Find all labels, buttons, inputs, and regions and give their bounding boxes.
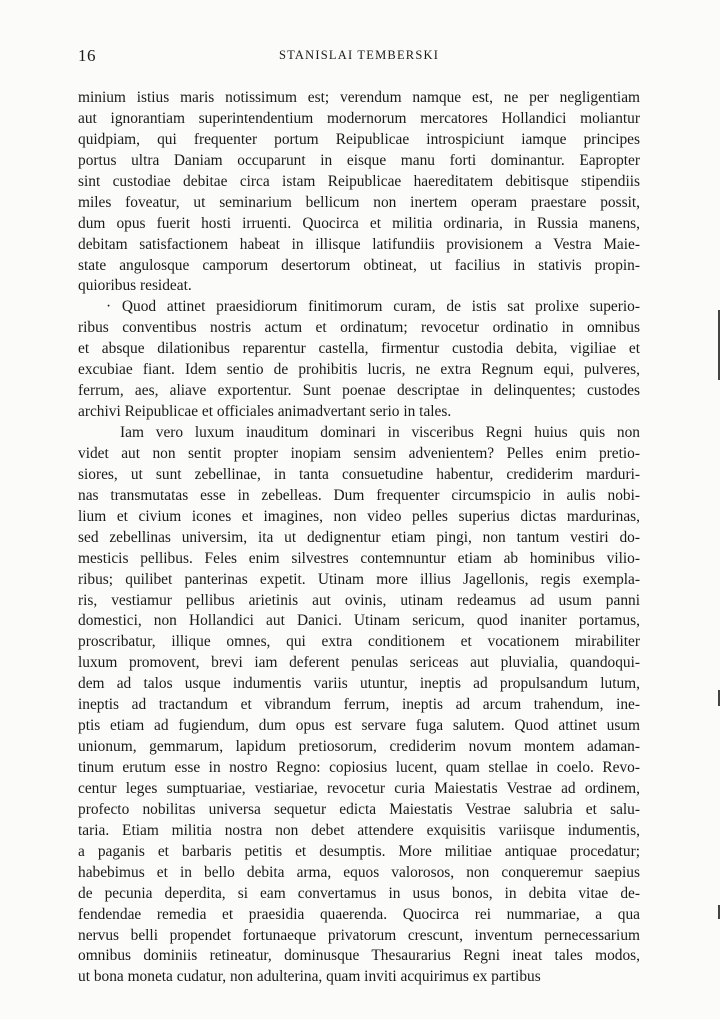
text-line: excubiae fiant. Idem sentio de prohibitis lucris, ne extra Regnum equi, pulveres, — [78, 361, 640, 379]
text-line: ptis etiam ad fugiendum, dum opus est servare fuga salutem. Quod attinet usum — [78, 717, 640, 735]
text-line: archivi Reipublicae et officiales animadvertant serio in tales. — [78, 403, 452, 421]
text-line: miles foveatur, ut seminarium bellicum non inertem operam praestare possit, — [78, 193, 640, 211]
text-line: videt aut non sentit propter inopiam sensim advenientem? Pelles enim pretio- — [78, 444, 640, 462]
text-line: ineptis ad tractandum et vibrandum ferrum, ineptis ad arcum trahendum, ine- — [78, 696, 640, 714]
text-line: omnibus dominiis retineatur, dominusque Thesaurarius Regni ineat tales modos, — [78, 947, 640, 965]
text-line: · Quod attinet praesidiorum finitimorum curam, de istis sat prolixe superio- — [106, 298, 640, 316]
text-line: tinum erutum esse in nostro Regno: copiosius lucent, quam stellae in coelo. Revo- — [78, 759, 640, 776]
paragraph — [78, 88, 640, 297]
text-line: taria. Etiam militia nostra non debet attendere exquisitis variisque indumentis, — [78, 821, 640, 839]
text-line: ferrum, aes, aliave exportentur. Sunt poenae descriptae in delinquentes; custodes — [78, 382, 640, 400]
text-line: de pecunia deperdita, si eam convertamus in usus bonos, in debita vitae de- — [78, 884, 640, 902]
text-line: quioribus resideat. — [78, 277, 192, 295]
running-header — [78, 46, 640, 68]
text-line: ribus conventibus nostris actum et ordinatum; revocetur ordinatio in omnibus — [78, 319, 640, 337]
paragraph — [78, 297, 640, 423]
text-line: ribus; quilibet panterinas expetit. Utinam more illius Jagellonis, regis exempla- — [78, 570, 640, 588]
text-line: domestici, non Hollandici aut Danici. Utinam sericum, quod inaniter portamus, — [78, 612, 640, 630]
text-line: unionum, gemmarum, lapidum pretiosorum, crediderim novum montem adaman- — [78, 738, 640, 756]
text-line: Iam vero luxum inauditum dominari in visceribus Regni huius quis non — [120, 424, 640, 441]
text-line: minium istius maris notissimum est; verendum namque est, ne per negligentiam — [78, 89, 640, 106]
running-title: STANISLAI TEMBERSKI — [278, 48, 440, 62]
text-line: lium et civium icones et imagines, non video pelles superius dictas mardurinas, — [78, 507, 640, 525]
text-line: aut ignorantiam superintendentium modernorum mercatores Hollandici moliantur — [78, 109, 640, 127]
text-line: state angulosque camporum desertorum obtineat, ut facilius in stativis propin- — [78, 256, 640, 274]
text-line: dum opus fuerit hosti irruenti. Quocirca et militia ordinaria, in Russia manens, — [78, 214, 640, 232]
text-line: centur leges sumptuariae, vestiariae, revocetur curia Maiestatis Vestrae ad ordinem, — [78, 779, 640, 797]
text-line: siores, ut sunt zebellinae, in tanta consuetudine habentur, crediderim marduri- — [78, 465, 640, 483]
text-line: nervus belli propendet fortunaeque privatorum crescunt, inventum pernecessarium — [78, 926, 640, 944]
text-line: debitam satisfactionem habeat in illisque latifundiis provisionem a Vestra Maie- — [78, 235, 640, 253]
text-line: sint custodiae debitae circa istam Reipublicae haereditatem debitisque stipendiis — [78, 172, 640, 190]
text-line: portus ultra Daniam occuparunt in eisque manu forti dominantur. Eapropter — [78, 151, 640, 169]
text-line: proscribatur, illique omnes, qui extra conditionem et vocationem mirabiliter — [78, 633, 640, 651]
text-line: sed zebellinas universim, ita ut dedignentur etiam pingi, non tantum vestiri do- — [78, 528, 640, 546]
text-line: dem ad talos usque indumentis variis utuntur, ineptis ad propulsandum lutum, — [78, 675, 640, 693]
text-line: nas transmutatas esse in zebelleas. Dum frequenter circumspicio in aulis nobi- — [78, 486, 640, 504]
text-line: luxum promovent, brevi iam deferent penulas sericeas aut pluvialia, quandoqui- — [78, 654, 640, 672]
text-line: habebimus et in bello debita arma, equos valorosos, non conqueremur saepius — [78, 863, 640, 881]
text-line: profecto nobilitas universa sequetur edicta Maiestatis Vestrae salubria et salu- — [78, 800, 640, 818]
text-line: fendendae remedia et praesidia quaerenda. Quocirca rei nummariae, a qua — [78, 905, 640, 923]
text-line: ris, vestiamur pellibus arietinis aut ovinis, utinam redeamus ad usum panni — [78, 591, 640, 609]
body-text — [78, 88, 640, 988]
text-line: ut bona moneta cudatur, non adulterina, quam inviti acquirimus ex partibus — [78, 968, 541, 986]
text-line: quidpiam, qui frequenter portum Reipublicae introspiciunt iamque principes — [78, 130, 640, 148]
paragraph — [78, 423, 640, 988]
paragraph-list — [78, 88, 640, 988]
page-number: 16 — [78, 46, 96, 65]
text-line: et absque dilationibus reparentur castella, firmentur custodia debita, vigiliae et — [78, 340, 640, 358]
text-line: a paganis et barbaris petitis et desumptis. More militiae antiquae procedatur; — [78, 842, 640, 860]
text-line: mesticis pellibus. Feles enim silvestres contemnuntur etiam ab hominibus vilio- — [78, 549, 640, 567]
